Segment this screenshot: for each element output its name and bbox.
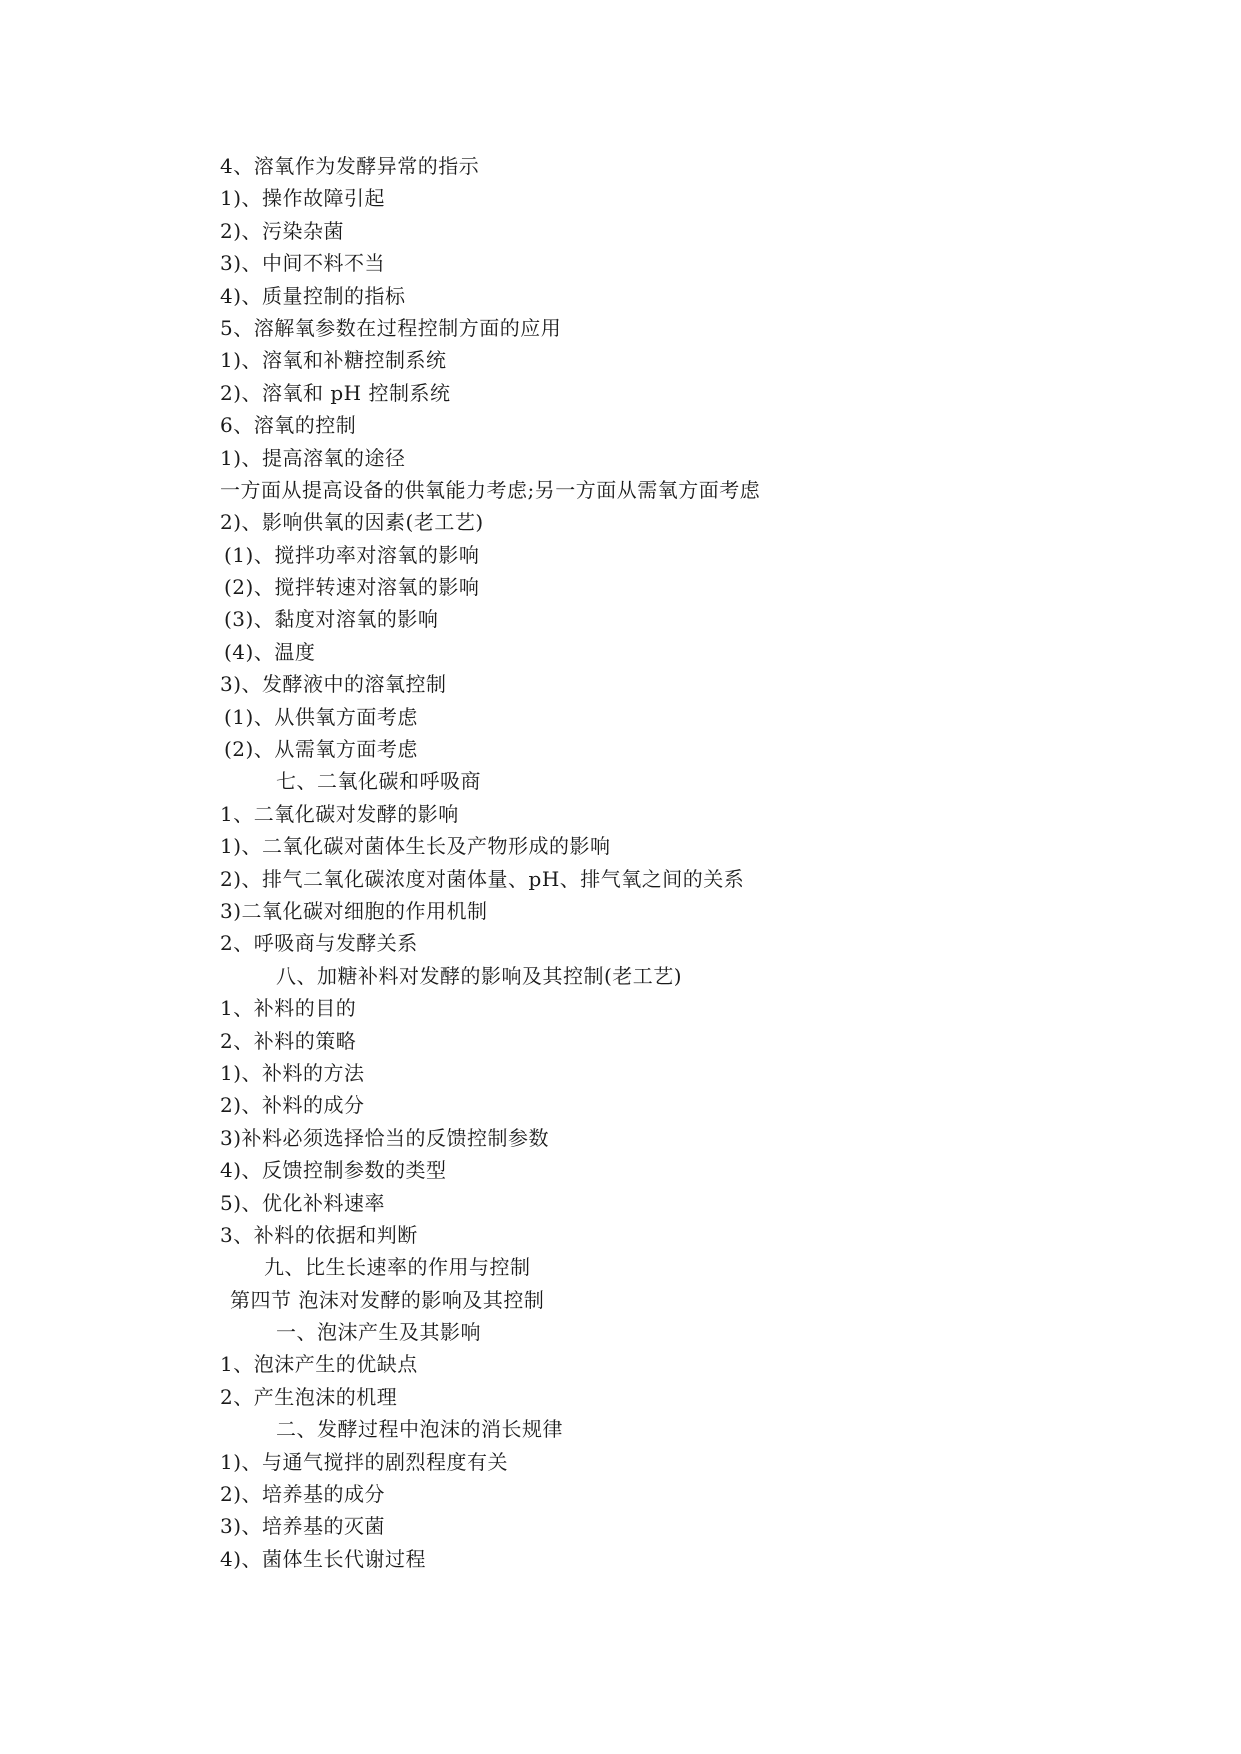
text-line: 6、溶氧的控制 xyxy=(220,413,357,438)
text-line: 3)、培养基的灭菌 xyxy=(220,1514,386,1539)
text-line: 2、补料的策略 xyxy=(220,1028,357,1053)
text-line: 1)、与通气搅拌的剧烈程度有关 xyxy=(220,1449,509,1474)
text-line: 2)、排气二氧化碳浓度对菌体量、pH、排气氧之间的关系 xyxy=(220,866,745,891)
text-line: 3、补料的依据和判断 xyxy=(220,1222,418,1247)
text-line: 3)、中间不料不当 xyxy=(220,251,386,276)
text-line: 2)、溶氧和 pH 控制系统 xyxy=(220,380,451,405)
text-line: 4、溶氧作为发酵异常的指示 xyxy=(220,154,480,178)
text-line: 3)、发酵液中的溶氧控制 xyxy=(220,672,447,697)
text-line: 1)、提高溶氧的途径 xyxy=(220,445,406,470)
text-line: 3)二氧化碳对细胞的作用机制 xyxy=(220,898,488,923)
text-line: 2)、补料的成分 xyxy=(220,1093,365,1118)
text-line: 1)、二氧化碳对菌体生长及产物形成的影响 xyxy=(220,834,611,859)
text-line: 1、补料的目的 xyxy=(220,996,357,1021)
chapter-heading: 第四节 泡沫对发酵的影响及其控制 xyxy=(230,1287,545,1312)
text-line: (3)、黏度对溶氧的影响 xyxy=(224,607,439,632)
text-line: 2、产生泡沫的机理 xyxy=(220,1384,398,1409)
text-line: 2、呼吸商与发酵关系 xyxy=(220,931,418,956)
text-line: 5)、优化补料速率 xyxy=(220,1190,386,1215)
document-content xyxy=(220,150,1120,1575)
text-line: (4)、温度 xyxy=(224,639,316,664)
text-line: 1、二氧化碳对发酵的影响 xyxy=(220,801,459,826)
text-line: 1)、溶氧和补糖控制系统 xyxy=(220,348,447,373)
text-line: 一方面从提高设备的供氧能力考虑;另一方面从需氧方面考虑 xyxy=(220,477,761,502)
section-heading: 一、泡沫产生及其影响 xyxy=(276,1320,481,1345)
text-line: 4)、反馈控制参数的类型 xyxy=(220,1158,447,1183)
text-line: 4)、质量控制的指标 xyxy=(220,283,406,308)
section-heading: 二、发酵过程中泡沫的消长规律 xyxy=(276,1417,563,1442)
section-heading: 七、二氧化碳和呼吸商 xyxy=(276,769,481,794)
text-line: (1)、搅拌功率对溶氧的影响 xyxy=(224,542,480,567)
text-line: 1)、补料的方法 xyxy=(220,1060,365,1085)
text-line: (2)、搅拌转速对溶氧的影响 xyxy=(224,575,480,600)
text-line: 3)补料必须选择恰当的反馈控制参数 xyxy=(220,1125,550,1150)
text-line: 5、溶解氧参数在过程控制方面的应用 xyxy=(220,315,562,340)
text-line: 1、泡沫产生的优缺点 xyxy=(220,1352,418,1377)
section-heading: 八、加糖补料对发酵的影响及其控制(老工艺) xyxy=(276,963,683,988)
text-line: (1)、从供氧方面考虑 xyxy=(224,704,418,729)
text-line: 1)、操作故障引起 xyxy=(220,186,386,211)
text-line: 4)、菌体生长代谢过程 xyxy=(220,1546,427,1571)
text-line: (2)、从需氧方面考虑 xyxy=(224,737,418,762)
text-line: 2)、污染杂菌 xyxy=(220,218,345,243)
text-line: 2)、影响供氧的因素(老工艺) xyxy=(220,510,484,535)
section-heading: 九、比生长速率的作用与控制 xyxy=(264,1255,531,1280)
text-line: 2)、培养基的成分 xyxy=(220,1482,386,1507)
